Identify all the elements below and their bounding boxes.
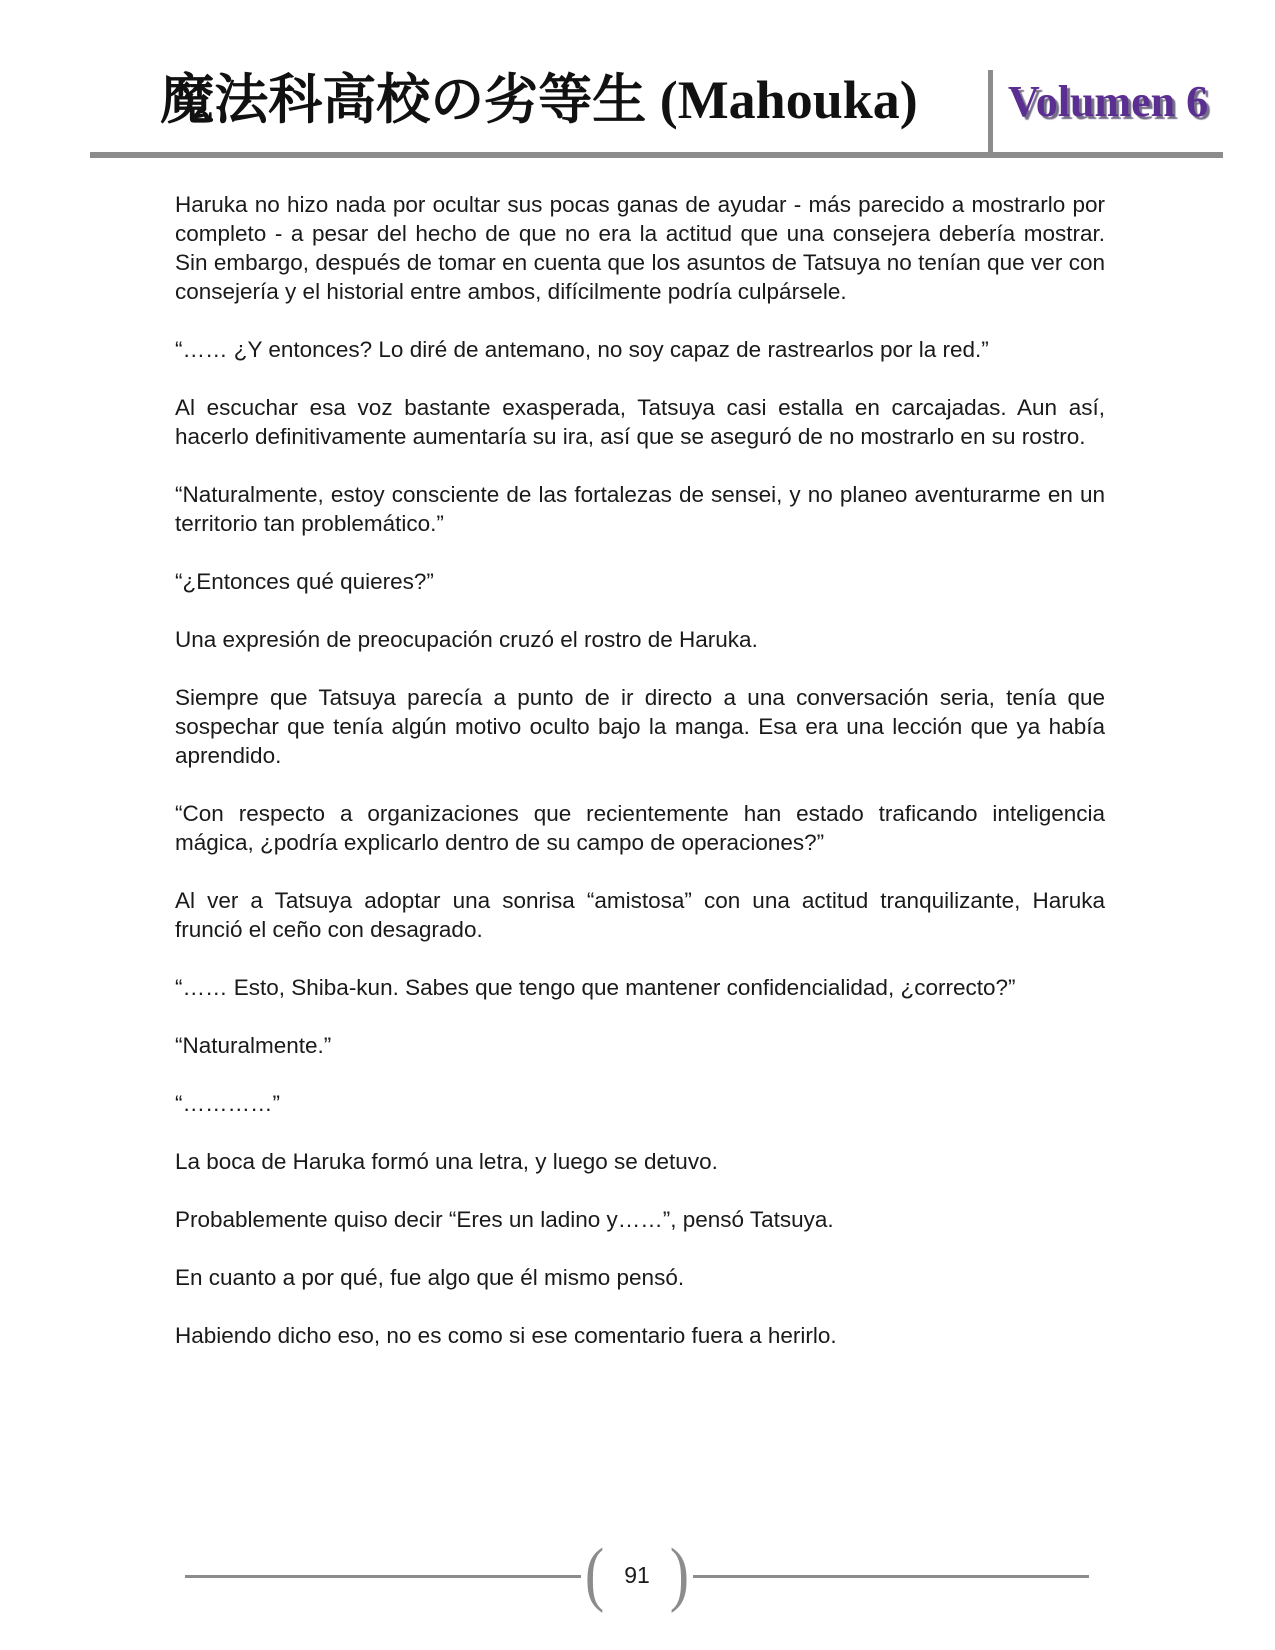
paragraph: La boca de Haruka formó una letra, y luego se detuvo.	[175, 1149, 718, 1174]
volume-badge: Volumen 6	[1008, 77, 1209, 126]
footer-bracket-left: (	[584, 1532, 605, 1614]
footer-line-right	[693, 1575, 1089, 1578]
paragraph: Al ver a Tatsuya adoptar una sonrisa “amistosa” con una actitud tranquilizante, Haruka frunció el ceño con desagrado.	[175, 888, 1105, 942]
footer	[185, 1532, 1089, 1614]
paragraph: “…… ¿Y entonces? Lo diré de antemano, no soy capaz de rastrearlos por la red.”	[175, 337, 989, 362]
paragraph: “¿Entonces qué quieres?”	[175, 569, 434, 594]
paragraph: “Con respecto a organizaciones que recientemente han estado traficando inteligencia mágica, ¿podría explicarlo dentro de su campo de operaciones?”	[175, 801, 1105, 855]
volume-divider	[988, 70, 993, 152]
paragraph: “Naturalmente, estoy consciente de las fortalezas de sensei, y no planeo aventurarme en un territorio tan problemático.”	[175, 482, 1105, 536]
paragraph: Probablemente quiso decir “Eres un ladino y……”, pensó Tatsuya.	[175, 1207, 834, 1232]
paragraph: “Naturalmente.”	[175, 1033, 332, 1058]
header-rule	[90, 152, 1223, 158]
body-text	[175, 190, 1105, 1379]
footer-line-left	[185, 1575, 581, 1578]
paragraph: Siempre que Tatsuya parecía a punto de ir directo a una conversación seria, tenía que sospechar que tenía algún motivo oculto bajo la manga. Esa era una lección que ya había aprendido.	[175, 685, 1105, 768]
paragraph: Una expresión de preocupación cruzó el rostro de Haruka.	[175, 627, 758, 652]
paragraph: Al escuchar esa voz bastante exasperada, Tatsuya casi estalla en carcajadas. Aun así, hacerlo definitivamente aumentaría su ira, así que se aseguró de no mostrarlo en su rostro.	[175, 395, 1105, 449]
paragraph: “…………”	[175, 1091, 280, 1116]
paragraph: “…… Esto, Shiba-kun. Sabes que tengo que mantener confidencialidad, ¿correcto?”	[175, 975, 1016, 1000]
page-number: 91	[624, 1561, 650, 1588]
paragraph: Haruka no hizo nada por ocultar sus pocas ganas de ayudar - más parecido a mostrarlo por completo - a pesar del hecho de que no era la actitud que una consejera debería mostrar. Sin embargo, después de tomar en cuenta que los asuntos de Tatsuya no tenían que ver con consejería y el historial entre ambos, difícilmente podría culpársele.	[175, 192, 1105, 304]
paragraph: En cuanto a por qué, fue algo que él mismo pensó.	[175, 1265, 685, 1290]
book-title: 魔法科高校の劣等生 (Mahouka)	[160, 70, 918, 130]
footer-bracket-right: )	[669, 1532, 690, 1614]
paragraph: Habiendo dicho eso, no es como si ese comentario fuera a herirlo.	[175, 1323, 837, 1348]
